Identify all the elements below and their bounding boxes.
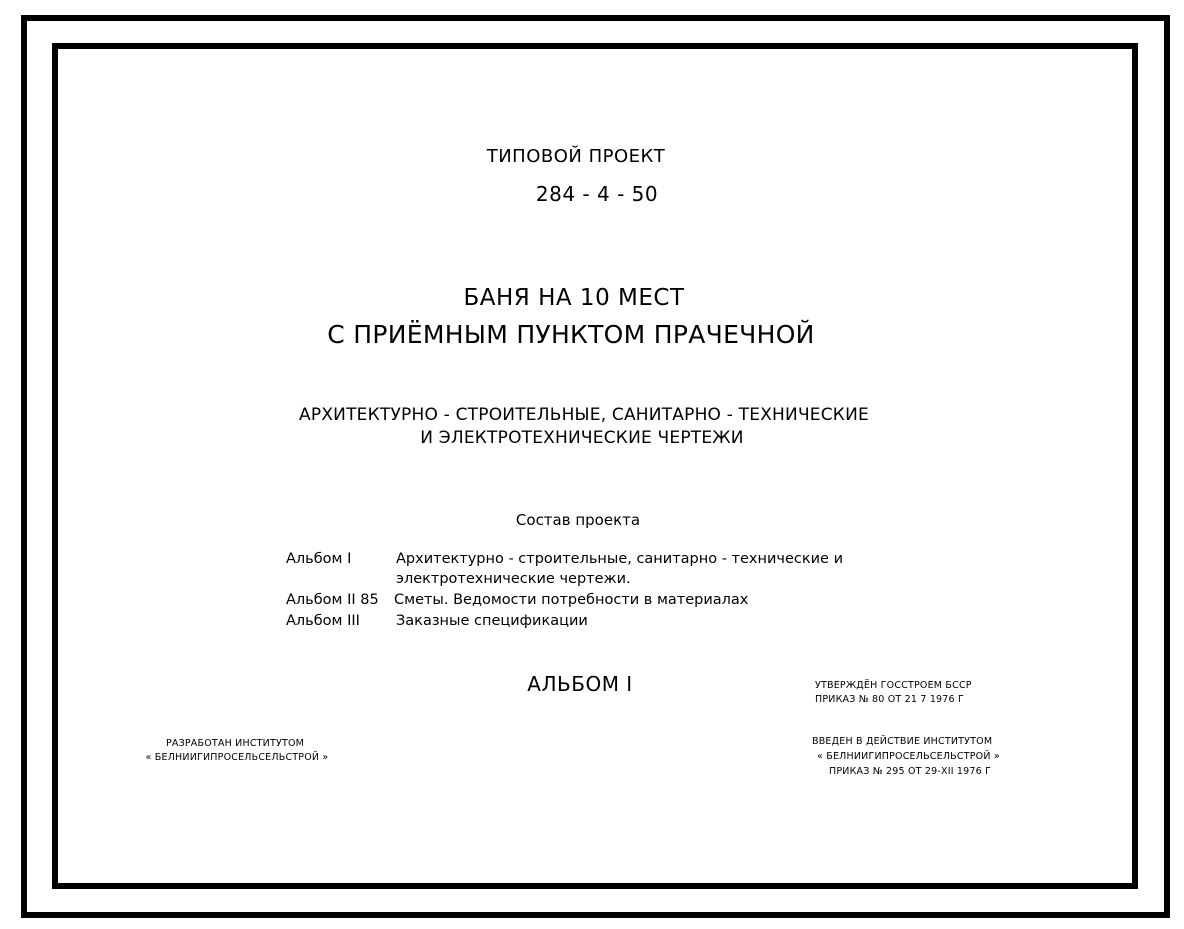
approval-line-1: УТВЕРЖДЁН ГОССТРОЕМ БССР [815,680,972,691]
contents-heading: Состав проекта [515,511,641,529]
album-description: Сметы. Ведомости потребности в материалах [394,592,749,608]
series-label: ТИПОВОЙ ПРОЕКТ [486,146,666,167]
title-line-1: БАНЯ НА 10 МЕСТ [463,285,685,311]
subtitle-line-1: АРХИТЕКТУРНО - СТРОИТЕЛЬНЫЕ, САНИТАРНО - ТЕХНИЧЕСКИЕ [299,405,869,425]
subtitle-line-2: И ЭЛЕКТРОТЕХНИЧЕСКИЕ ЧЕРТЕЖИ [420,428,744,448]
developer-line-2: « БЕЛНИИГИПРОСЕЛЬСЕЛЬСТРОЙ » [145,752,329,763]
introduced-line-3: ПРИКАЗ № 295 ОТ 29-XII 1976 Г [829,766,992,777]
title-line-2: С ПРИЁМНЫМ ПУНКТОМ ПРАЧЕЧНОЙ [327,320,815,349]
approval-line-2: ПРИКАЗ № 80 ОТ 21 7 1976 Г [815,694,965,705]
project-number: 284 - 4 - 50 [535,182,659,206]
introduced-line-2: « БЕЛНИИГИПРОСЕЛЬСЕЛЬСТРОЙ » [817,751,1000,762]
album-list-item [286,551,843,567]
introduced-line-1: ВВЕДЕН В ДЕЙСТВИЕ ИНСТИТУТОМ [812,736,993,747]
album-label: Альбом II 85 [286,592,379,608]
album-list-item [286,592,748,608]
album-list-item [286,613,588,629]
album-description: Архитектурно - строительные, санитарно - технические и [396,551,844,567]
album-label: Альбом I [286,551,352,567]
album-title: АЛЬБОМ I [527,672,633,696]
album-description-continued: электротехнические чертежи. [396,571,631,587]
album-description: Заказные спецификации [396,613,588,629]
album-label: Альбом III [286,613,360,629]
developer-line-1: РАЗРАБОТАН ИНСТИТУТОМ [165,738,305,749]
